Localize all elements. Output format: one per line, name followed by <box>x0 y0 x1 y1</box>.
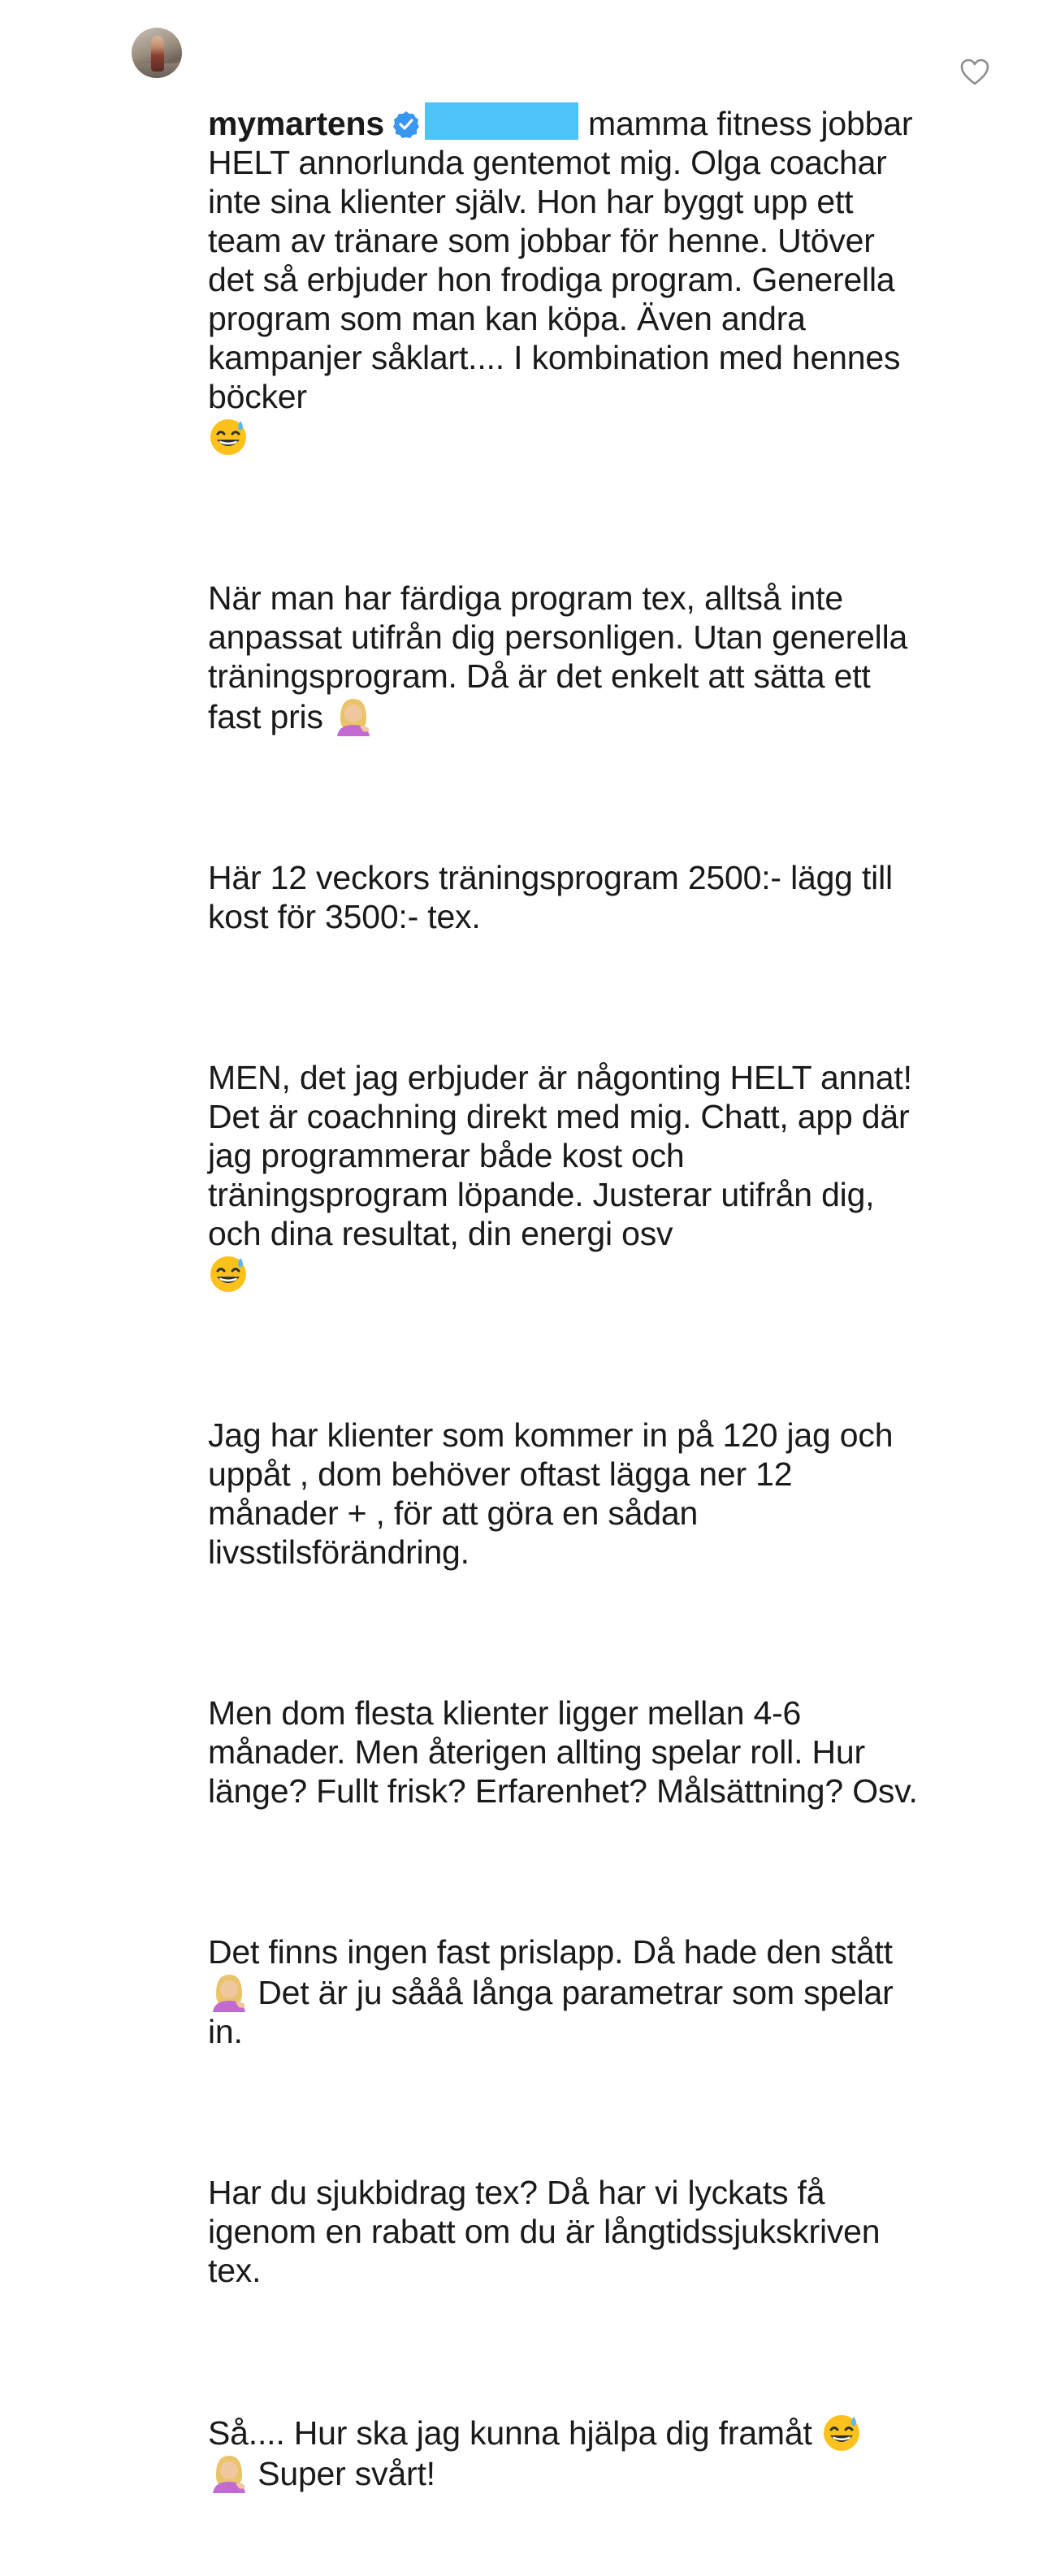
username[interactable]: mymartens <box>208 105 384 142</box>
comment-text-2: När man har färdiga program tex, alltså inte anpassat utifrån dig personligen. Utan generella träningsprogram. Då är det enkelt att sätta ett fast pris <box>208 579 917 735</box>
woman-tipping-hand-emoji <box>208 1971 249 2012</box>
comment-text-3: Här 12 veckors träningsprogram 2500:- lägg till kost för 3500:- tex. <box>208 859 902 935</box>
comment-text-6: Men dom flesta klienter ligger mellan 4-6 månader. Men återigen allting spelar roll. Hur länge? Fullt frisk? Erfarenhet? Målsättning? Osv. <box>208 1694 918 1810</box>
comment-paragraph-4 <box>208 1058 923 1294</box>
grinning-face-with-sweat-emoji <box>821 2412 862 2452</box>
verified-badge-icon <box>392 111 420 138</box>
woman-tipping-hand-emoji <box>208 2452 249 2493</box>
avatar[interactable] <box>132 28 182 78</box>
woman-tipping-hand-emoji <box>332 696 373 736</box>
heart-outline-icon[interactable] <box>960 59 989 86</box>
comment-text-7b: Det är ju sååå långa parametrar som spelar in. <box>208 1974 902 2050</box>
comment-body <box>208 24 923 2576</box>
comment-paragraph-1 <box>208 102 923 457</box>
comment-intro-text: mamma fitness jobbar HELT annorlunda gentemot mig. Olga coachar inte sina klienter själv. Hon har byggt upp ett team av tränare som jobbar för henne. Utöver det så erbjuder hon frodiga program. Generella program som man kan köpa. Även andra kampanjer såklart.... I kombination med hennes böcker <box>208 105 922 415</box>
comment-paragraph-7 <box>208 1932 923 2051</box>
comment-paragraph-8 <box>208 2173 923 2290</box>
comment-text-9a: Så.... Hur ska jag kunna hjälpa dig framåt <box>208 2414 812 2452</box>
comment-text-7a: Det finns ingen fast prislapp. Då hade den stått <box>208 1933 893 1971</box>
comment-text-9b: Super svårt! <box>258 2455 435 2492</box>
comment-text-4: MEN, det jag erbjuder är någonting HELT annat! Det är coachning direkt med mig. Chatt, app där jag programmerar både kost och träningsprogram löpande. Justerar utifrån dig, och dina resultat, din energi osv <box>208 1059 921 1252</box>
grinning-face-with-sweat-emoji <box>208 1253 249 1294</box>
redacted-mention <box>425 102 578 140</box>
grinning-face-with-sweat-emoji <box>208 416 249 457</box>
comment-paragraph-3 <box>208 858 923 936</box>
comment-paragraph-9 <box>208 2412 923 2493</box>
comment-text-5: Jag har klienter som kommer in på 120 jag och uppåt , dom behöver oftast lägga ner 12 månader + , för att göra en sådan livsstilsförändring. <box>208 1416 902 1571</box>
avatar-figure <box>151 36 164 72</box>
comment-text-8: Har du sjukbidrag tex? Då har vi lyckats få igenom en rabatt om du är långtidssjukskriven tex. <box>208 2174 889 2289</box>
comment-paragraph-6 <box>208 1693 923 1811</box>
comment-paragraph-5 <box>208 1416 923 1572</box>
comment-paragraph-2 <box>208 579 923 736</box>
